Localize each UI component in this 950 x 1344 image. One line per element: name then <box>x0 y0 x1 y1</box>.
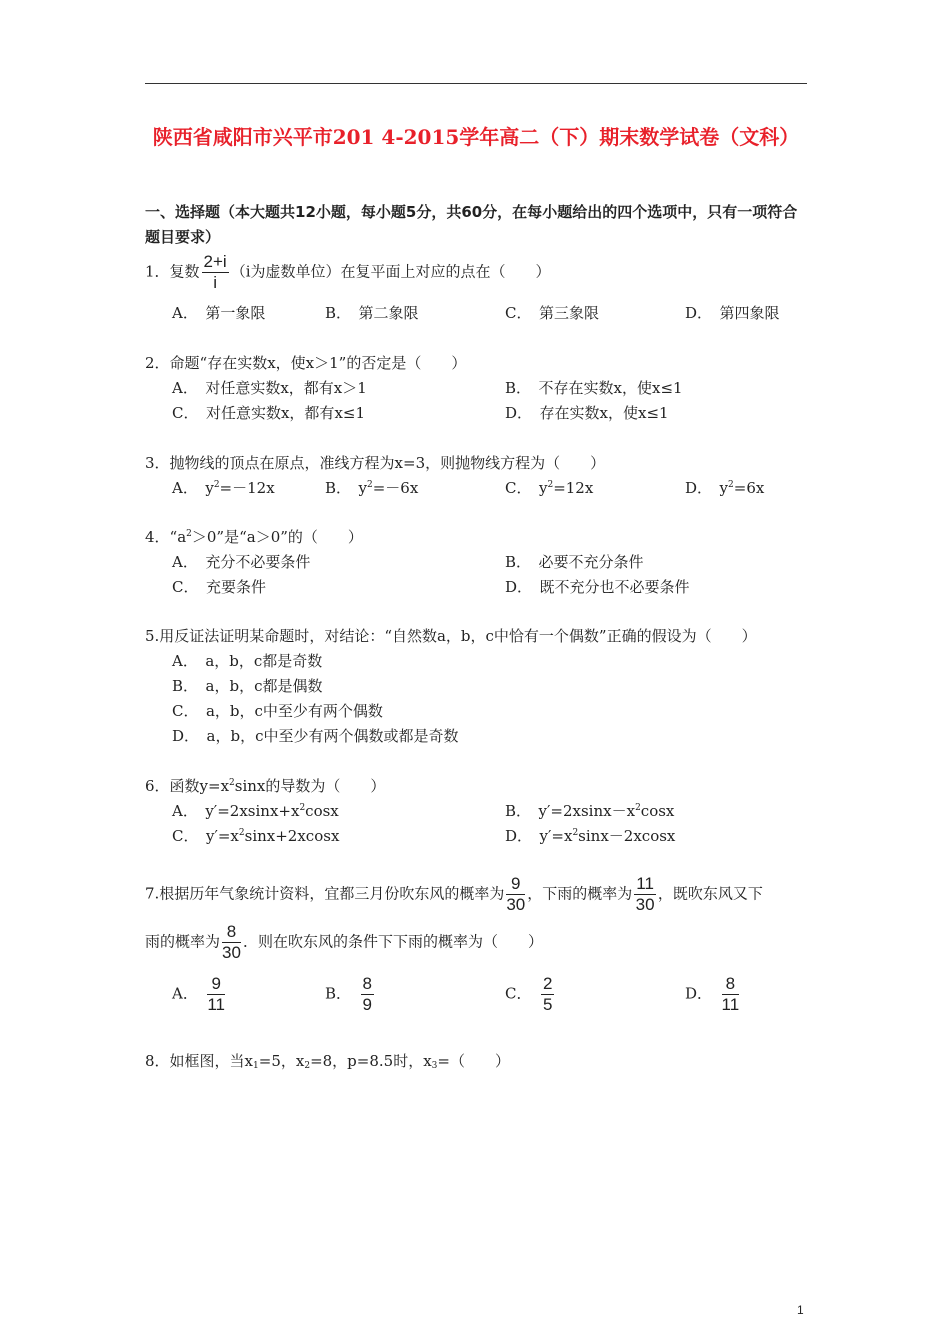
q1-option-d: D． 第四象限 <box>685 304 780 322</box>
q6-option-b: B． $y'=2xsinx-x^2\cos x$ <box>505 802 675 820</box>
fraction-2i-over-i: $\frac{2+i}{i}$ <box>203 252 227 292</box>
q2-option-c: C． 对任意实数x，都有x≤1 <box>172 404 366 422</box>
fraction-9-30: $\frac{9}{30}$ <box>506 874 526 914</box>
question-8: 8．如框图，当$x_1=5$，$x_2=8$，p=8.5时，$x_3=$（ ） <box>145 1052 510 1071</box>
header-rule <box>145 83 807 84</box>
q2-option-b: B． 不存在实数x，使x≤1 <box>505 379 683 397</box>
q7-option-b: B． $\frac{8}{9}$ <box>325 974 373 1014</box>
q1-option-b: B． 第二象限 <box>325 304 419 322</box>
q7-option-d: D． $\frac{8}{11}$ <box>685 974 740 1014</box>
q3-option-b: B． $y^2=-6x$ <box>325 479 419 497</box>
question-3: 3．抛物线的顶点在原点，准线方程为x=3，则抛物线方程为（ ） <box>145 454 606 472</box>
q7-option-a: A． $\frac{9}{11}$ <box>172 974 226 1014</box>
question-7-line-2: 雨的概率为 $\frac{8}{30}$ ．则在吹东风的条件下下雨的概率为（ ） <box>145 922 543 962</box>
question-5: 5.用反证法证明某命题时，对结论：“自然数a，b，c中恰有一个偶数”正确的假设为（ ） <box>145 627 757 645</box>
q3-option-d: D． $y^2=6x$ <box>685 479 765 497</box>
section-heading: 一、选择题（本大题共12小题，每小题5分，共60分，在每小题给出的四个选项中，只有一项符合题目要求） <box>145 203 798 246</box>
question-6: 6．函数$y=x^2\sin x$的导数为（ ） <box>145 777 386 795</box>
q5-option-b: B． a，b，c都是偶数 <box>172 677 323 695</box>
question-2: 2．命题“存在实数x，使x＞1”的否定是（ ） <box>145 354 467 372</box>
question-7-line-1: 7.根据历年气象统计资料，宜都三月份吹东风的概率为 $\frac{9}{30}$ ，下雨的概率为 $\frac{11}{30}$ ，既吹东风又下 <box>145 874 763 914</box>
page-number: 1 <box>797 1303 804 1317</box>
q4-option-d: D． 既不充分也不必要条件 <box>505 578 690 596</box>
question-4: 4．“$a^2>0$”是“a＞0”的（ ） <box>145 528 363 546</box>
q4-option-b: B． 必要不充分条件 <box>505 553 644 571</box>
q5-option-a: A． a，b，c都是奇数 <box>172 652 323 670</box>
q2-option-a: A． 对任意实数x，都有x＞1 <box>172 379 367 397</box>
q3-option-a: A． $y^2=-12x$ <box>172 479 275 497</box>
q7-option-c: C． $\frac{2}{5}$ <box>505 974 553 1014</box>
q1-option-c: C． 第三象限 <box>505 304 599 322</box>
q5-option-c: C． a，b，c中至少有两个偶数 <box>172 702 383 720</box>
q6-option-c: C． $y'=x^2\sin x+2xcosx$ <box>172 827 340 845</box>
page-title: 陕西省咸阳市兴平市201 4-2015学年高二（下）期末数学试卷（文科） <box>152 125 800 149</box>
q3-option-c: C． $y^2=12x$ <box>505 479 594 497</box>
q2-option-d: D． 存在实数x，使x≤1 <box>505 404 669 422</box>
question-1: 1．复数 $\frac{2+i}{i}$ （i为虚数单位）在复平面上对应的点在（ ） <box>145 252 551 292</box>
fraction-11-30: $\frac{11}{30}$ <box>635 874 655 914</box>
q1-option-a: A． 第一象限 <box>172 304 266 322</box>
q4-option-c: C． 充要条件 <box>172 578 266 596</box>
q5-option-d: D． a，b，c中至少有两个偶数或都是奇数 <box>172 727 459 745</box>
q4-option-a: A． 充分不必要条件 <box>172 553 311 571</box>
fraction-8-30: $\frac{8}{30}$ <box>222 922 241 962</box>
q6-option-d: D． $y'=x^2\sin x-2xcosx$ <box>505 827 676 845</box>
q6-option-a: A． $y'=2xsinx+x^2\cos x$ <box>172 802 339 820</box>
